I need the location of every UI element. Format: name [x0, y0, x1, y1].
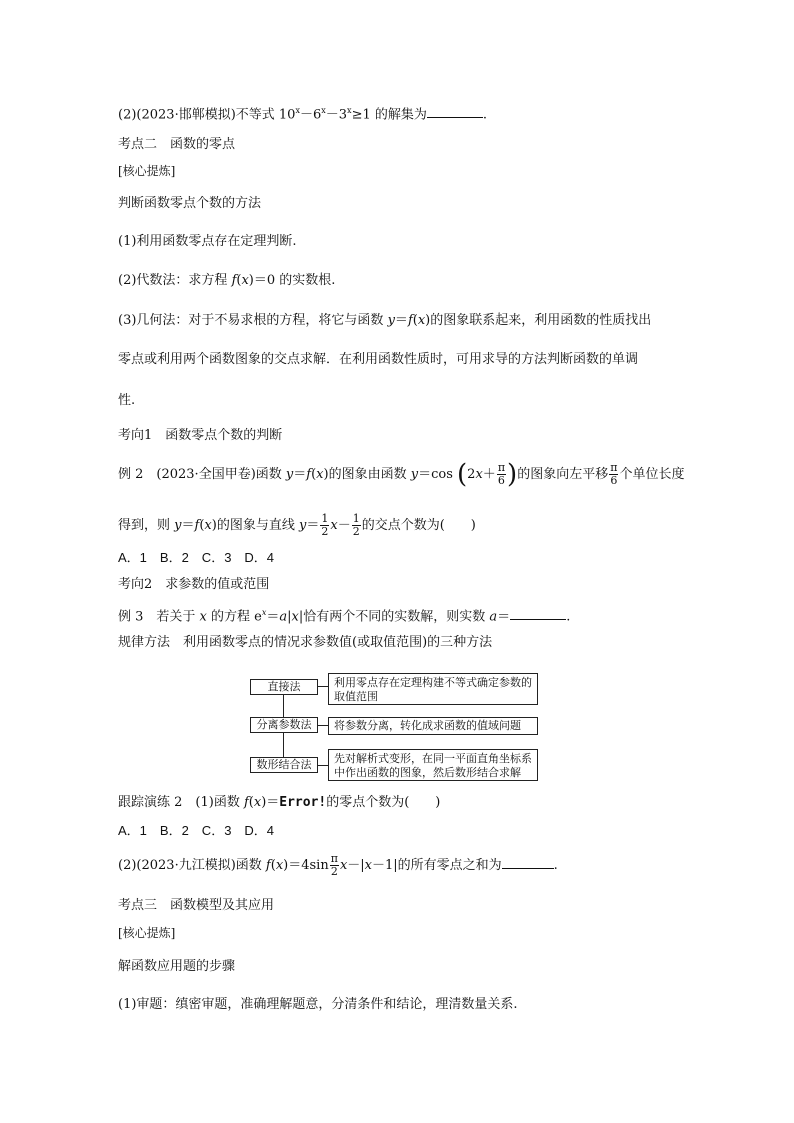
method-separate-param-desc: 将参数分离，转化成求函数的值域问题: [328, 717, 538, 735]
method-1: (1)利用函数零点存在定理判断.: [118, 234, 297, 249]
options-example-2: A．1 B．2 C．3 D．4: [118, 550, 275, 565]
question-inequality: (2)(2023·邯郸模拟)不等式 $10^x-6^x-3^x\ge 1$ 的解集为 .: [118, 106, 487, 123]
diagram-connector-2: [318, 725, 328, 726]
diagram-connector-1: [318, 686, 328, 687]
fraction-pi-6: $\frac{\pi}{6}$: [497, 461, 506, 487]
method-3-line2: 零点或利用两个函数图象的交点求解．在利用函数性质时，可用求导的方法判断函数的单调: [118, 352, 639, 367]
direction-2-title: 考向2 求参数的值或范围: [118, 577, 270, 592]
method-3-line3: 性.: [118, 393, 136, 408]
answer-blank: [510, 607, 566, 620]
direction-1-title: 考向1 函数零点个数的判断: [118, 428, 283, 443]
method-shape-number-box: 数形结合法: [250, 757, 318, 773]
example-2-line2: 得到，则 y＝f(x)的图象与直线 y＝ $\frac{1}{2}$ x－ $\frac{1}{2}$ 的交点个数为( ): [118, 512, 476, 538]
rule-method-title: 规律方法 利用函数零点的情况求参数值(或取值范围)的三种方法: [118, 635, 493, 650]
fraction-1-2: $\frac{1}{2}$: [352, 512, 360, 538]
method-separate-param-box: 分离参数法: [250, 717, 318, 733]
method-shape-number-desc: 先对解析式变形，在同一平面直角坐标系中作出函数的图象，然后数形结合求解: [328, 749, 538, 781]
core-label: [核心提炼]: [118, 926, 176, 940]
method-2: (2)代数法：求方程 f(x)＝0 的实数根.: [118, 273, 336, 288]
answer-blank: [427, 105, 483, 118]
fraction-1-2: $\frac{1}{2}$: [321, 512, 329, 538]
fraction-pi-6: $\frac{\pi}{6}$: [610, 461, 618, 487]
options-tracking-2: A．1 B．2 C．3 D．4: [118, 823, 275, 838]
method-direct-box: 直接法: [250, 679, 318, 695]
method-direct-desc: 利用零点存在定理构建不等式确定参数的取值范围: [328, 673, 538, 705]
answer-blank: [502, 856, 554, 869]
method-3-line1: (3)几何法：对于不易求根的方程，将它与函数 y＝f(x)的图象联系起来，利用函数的性质找出: [118, 313, 652, 328]
core-label: [核心提炼]: [118, 164, 176, 178]
section-title-zeros: 考点二 函数的零点: [118, 137, 236, 152]
method-title: 判断函数零点个数的方法: [118, 196, 262, 211]
example-3: 例 3 若关于 x 的方程 $e^x=a|x|$恰有两个不同的实数解，则实数 a＝ .: [118, 608, 571, 625]
example-2-line1: 例 2 (2023·全国甲卷)函数 y＝f(x)的图象由函数 y＝cos (2x＋ $\frac{\pi}{6}$ )的图象向左平移 $\frac{\pi}{6}$ 个单位长度: [118, 459, 685, 490]
solve-steps-title: 解函数应用题的步骤: [118, 959, 236, 974]
step-1: (1)审题：缜密审题，准确理解题意，分清条件和结论，理清数量关系.: [118, 997, 518, 1012]
diagram-connector-3: [318, 765, 328, 766]
tracking-exercise-2-2: (2)(2023·九江模拟)函数 f(x)＝4sin $\frac{\pi}{2}$ x－|x－1|的所有零点之和为 .: [118, 852, 558, 878]
tracking-exercise-2-1: 跟踪演练 2 (1)函数 f(x)＝Error!的零点个数为( ): [118, 795, 441, 810]
section-title-function-models: 考点三 函数模型及其应用: [118, 898, 275, 913]
fraction-pi-2: $\frac{\pi}{2}$: [330, 852, 338, 878]
